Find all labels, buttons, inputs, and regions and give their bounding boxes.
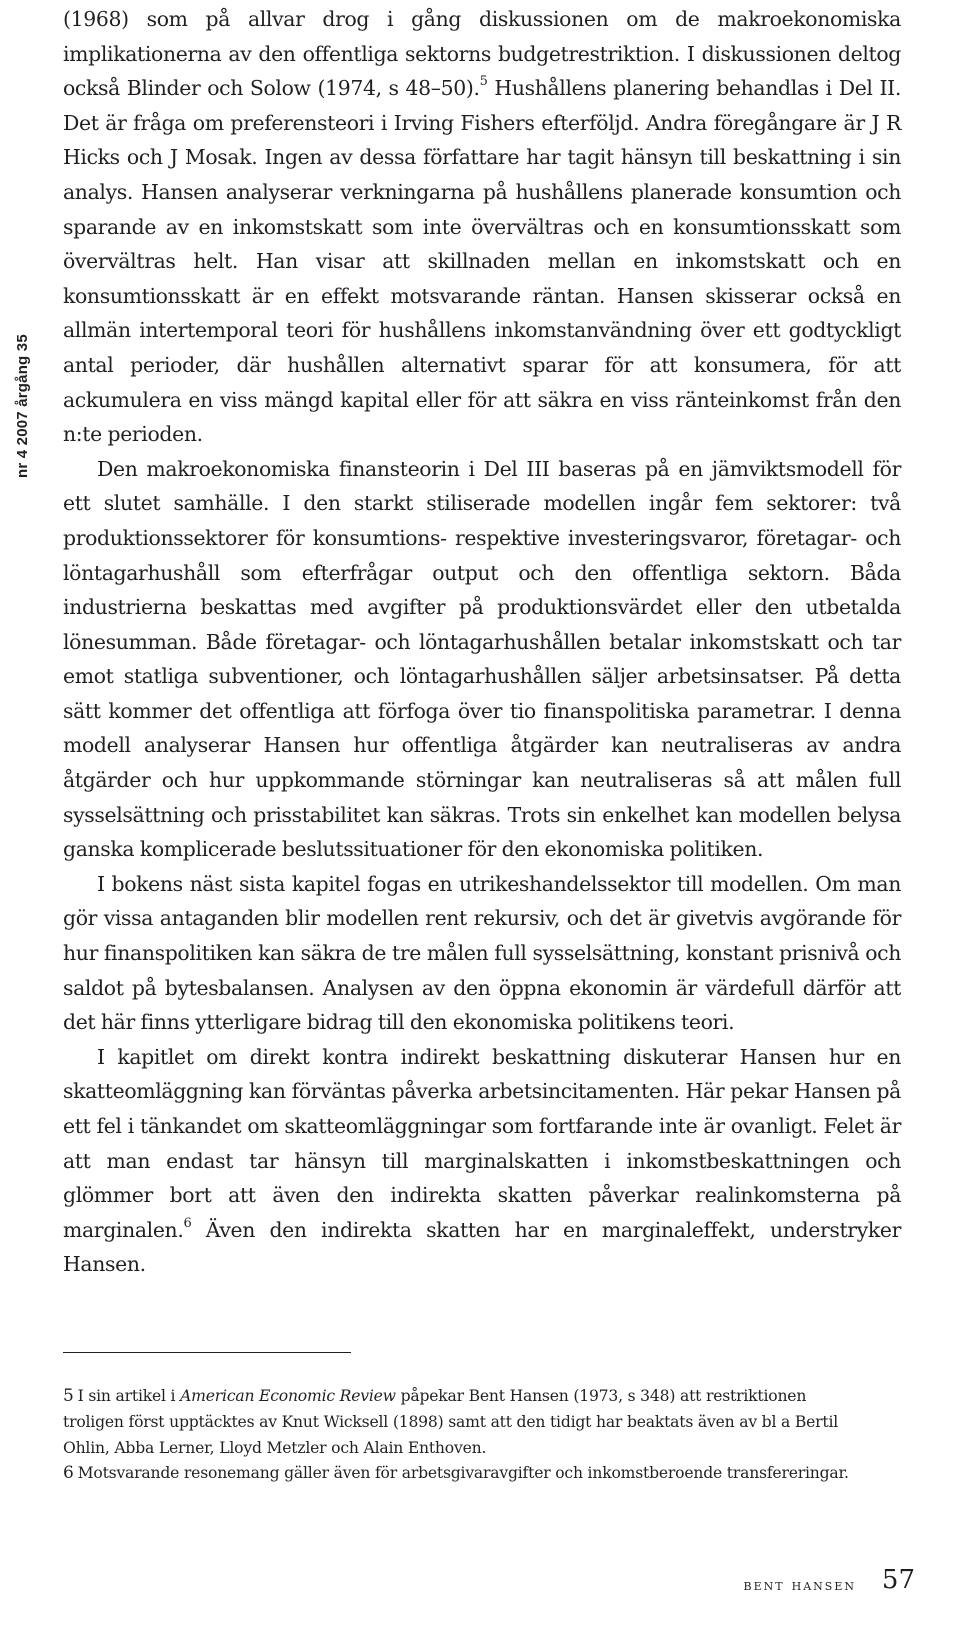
footnote-number: 5 <box>63 1386 74 1406</box>
paragraph-text: I kapitlet om direkt kontra indirekt beskattning diskuterar Hansen hur en skatteomläggning kan förväntas påverka arbetsincitamenten. Här pekar Hansen på ett fel i tänkandet om skatteomläggningar som fortfarande inte är ovanligt. Felet är att man endast tar hänsyn till marginalskatten i inkomstbeskattningen och glömmer bort att även den indirekta skatten påverkar realinkomsterna på marginalen. <box>63 1044 901 1242</box>
footnote <box>63 1461 863 1487</box>
paragraph <box>63 1040 901 1282</box>
footnote <box>63 1384 863 1461</box>
footnote-separator <box>63 1352 351 1353</box>
footnote-text: Motsvarande resonemang gäller även för arbetsgivaravgifter och inkomstberoende transfereringar. <box>77 1464 849 1483</box>
footnotes <box>63 1384 863 1487</box>
paragraph-text: Den makroekonomiska finansteorin i Del III baseras på en jämviktsmodell för ett slutet samhälle. I den starkt stiliserade modellen ingår fem sektorer: två produktionssektorer för konsumtions- respektive investeringsvaror, företagar- och löntagarhushåll som efterfrågar output och den offentliga sektorn. Båda industrierna beskattas med avgifter på produktionsvärdet eller den utbetalda lönesumman. Både företagar- och löntagarhushållen betalar inkomstskatt och tar emot statliga subventioner, och löntagarhushållen säljer arbetsinsatser. På detta sätt kommer det offentliga att förfoga över tio finanspolitiska parametrar. I denna modell analyserar Hansen hur offentliga åtgärder kan neutraliseras av andra åtgärder och hur uppkommande störningar kan neutraliseras så att målen full sysselsättning och prisstabilitet kan säkras. Trots sin enkelhet kan modellen belysa ganska komplicerade beslutssituationer för den ekonomiska politiken. <box>63 456 901 862</box>
paragraph-text: (1968) som på allvar drog i gång diskussionen om de makroekonomiska implikationerna av den offentliga sektorns budgetrestriktion. I diskussionen deltog också Blinder och Solow (1974, s 48–50). <box>63 7 901 101</box>
paragraph <box>63 2 901 452</box>
footnote-reference: 5 <box>479 74 488 90</box>
paragraph <box>63 452 901 867</box>
footnote-text: påpekar Bent Hansen (1973, s 348) att restriktionen troligen först upptäcktes av Knut Wicksell (1898) samt att den tidigt har beaktats även av bl a Bertil Ohlin, Abba Lerner, Lloyd Metzler och Alain Enthoven. <box>63 1387 839 1457</box>
journal-title: American Economic Review <box>180 1387 396 1405</box>
paragraph-text: Hushållens planering behandlas i Del II. Det är fråga om preferensteori i Irving Fishers efterföljd. Andra föregångare är J R Hicks och J Mosak. Ingen av dessa författare har tagit hänsyn till beskattning i sin analys. Hansen analyserar verkningarna på hushållens planerade konsumtion och sparande av en inkomstskatt som inte övervältras och en konsumtionsskatt som övervältras helt. Han visar att skillnaden mellan en inkomstskatt och en konsumtionsskatt är en effekt motsvarande räntan. Hansen skisserar också en allmän intertemporal teori för hushållens inkomstanvändning över ett godtyckligt antal perioder, där hushållen alternativt sparar för att konsumera, för att ackumulera en viss mängd kapital eller för att säkra en viss ränteinkomst från den n:te perioden. <box>63 76 901 447</box>
journal-issue-label: nr 4 2007 årgång 35 <box>14 334 31 478</box>
paragraph-text: Även den indirekta skatten har en marginaleffekt, understryker Hansen. <box>63 1217 901 1277</box>
paragraph <box>63 867 901 1040</box>
running-footer-author: bent hansen <box>743 1575 856 1594</box>
article-body <box>63 2 901 1282</box>
page-number: 57 <box>881 1565 915 1595</box>
footnote-number: 6 <box>63 1463 74 1484</box>
footnote-text: I sin artikel i <box>77 1387 181 1405</box>
footnote-reference: 6 <box>183 1215 192 1231</box>
paragraph-text: I bokens näst sista kapitel fogas en utrikeshandelssektor till modellen. Om man gör vissa antaganden blir modellen rent rekursiv, och det är givetvis avgörande för hur finanspolitiken kan säkra de tre målen full sysselsättning, konstant prisnivå och saldot på bytesbalansen. Analysen av den öppna ekonomin är värdefull därför att det här finns ytterligare bidrag till den ekonomiska politikens teori. <box>63 871 901 1035</box>
